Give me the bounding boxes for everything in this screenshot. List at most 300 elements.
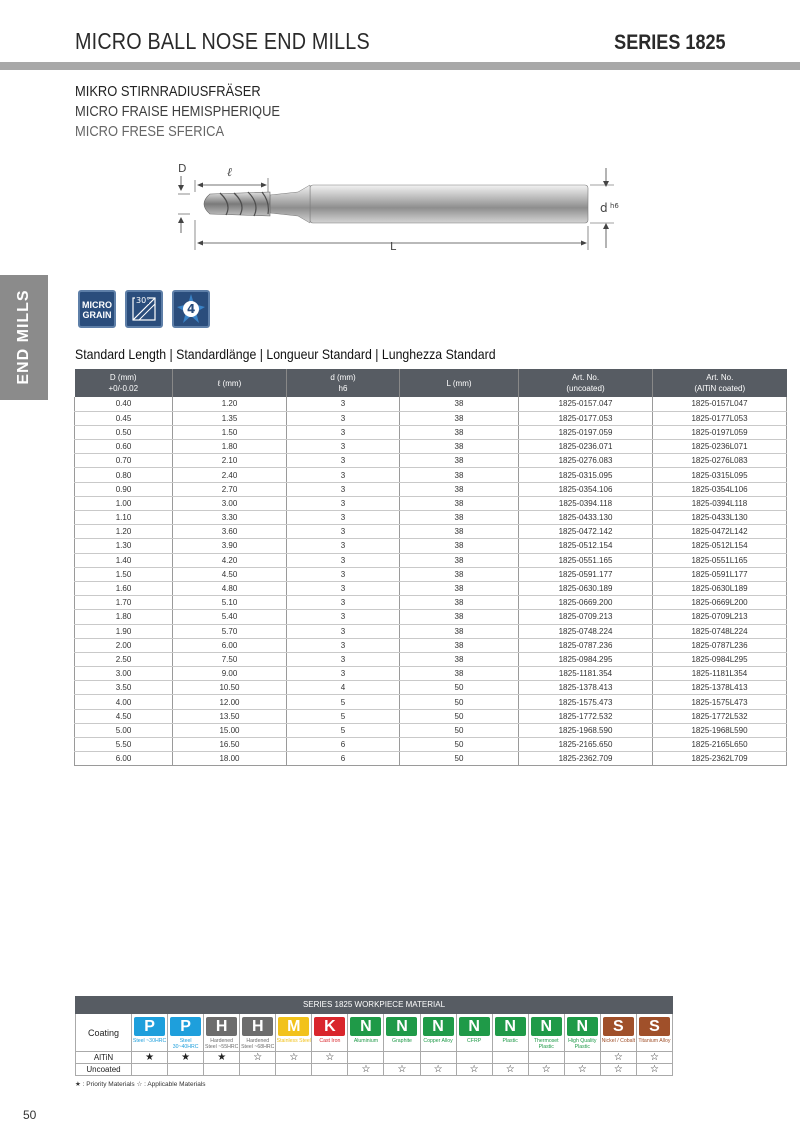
material-name: Graphite <box>392 1038 412 1044</box>
table-row <box>75 496 787 510</box>
subtitles <box>75 82 280 142</box>
material-badge <box>312 1014 347 1052</box>
table-row <box>75 454 787 468</box>
table-row <box>75 610 787 624</box>
table-cell: 3 <box>287 539 400 553</box>
table-cell: 7.50 <box>173 652 287 666</box>
uncoated-rating <box>168 1064 203 1076</box>
table-cell: 5 <box>287 695 400 709</box>
table-cell: 0.40 <box>75 397 173 411</box>
table-cell: 0.45 <box>75 411 173 425</box>
table-cell: 1.20 <box>75 525 173 539</box>
material-column <box>529 1014 565 1076</box>
table-cell: 1825-0984.295 <box>519 652 653 666</box>
altin-rating <box>529 1052 564 1064</box>
table-cell: 38 <box>400 411 519 425</box>
uncoated-rating <box>312 1064 347 1076</box>
table-heading: Standard Length | Standardlänge | Longueur Standard | Lunghezza Standard <box>75 346 496 362</box>
table-cell: 1825-0709.213 <box>519 610 653 624</box>
material-column <box>240 1014 276 1076</box>
table-cell: 4 <box>287 681 400 695</box>
table-cell: 10.50 <box>173 681 287 695</box>
subtitle-french: MICRO FRAISE HEMISPHERIQUE <box>75 103 280 120</box>
table-cell: 1825-0472.142 <box>519 525 653 539</box>
table-row <box>75 525 787 539</box>
material-column <box>384 1014 420 1076</box>
uncoated-rating <box>276 1064 311 1076</box>
table-cell: 1825-0984L295 <box>653 652 787 666</box>
table-cell: 1825-0315L095 <box>653 468 787 482</box>
material-badge <box>204 1014 239 1052</box>
material-column <box>276 1014 312 1076</box>
table-cell: 5.40 <box>173 610 287 624</box>
material-badge <box>276 1014 311 1052</box>
material-column <box>457 1014 493 1076</box>
table-cell: 38 <box>400 440 519 454</box>
table-cell: 1825-0669L200 <box>653 596 787 610</box>
table-row <box>75 425 787 439</box>
table-cell: 1.20 <box>173 397 287 411</box>
material-name: Hardened Steel ~68HRC <box>241 1038 275 1050</box>
table-cell: 3 <box>287 468 400 482</box>
material-name: Nickel / Cobalt <box>601 1038 636 1044</box>
table-row <box>75 511 787 525</box>
dim-D-label: D <box>178 162 187 175</box>
dimensions-table <box>74 369 787 766</box>
material-badge <box>457 1014 492 1052</box>
series-label: SERIES 1825 <box>614 31 726 54</box>
table-row <box>75 738 787 752</box>
table-cell: 0.90 <box>75 482 173 496</box>
table-cell: 5.50 <box>75 738 173 752</box>
material-badge <box>565 1014 600 1052</box>
table-cell: 38 <box>400 539 519 553</box>
table-cell: 1825-1181.354 <box>519 667 653 681</box>
uncoated-rating: ☆ <box>565 1064 600 1076</box>
table-cell: 15.00 <box>173 723 287 737</box>
uncoated-rating: ☆ <box>637 1064 672 1076</box>
table-cell: 1.30 <box>75 539 173 553</box>
altin-rating: ☆ <box>601 1052 636 1064</box>
table-row <box>75 723 787 737</box>
table-cell: 1.10 <box>75 511 173 525</box>
workpiece-title: SERIES 1825 WORKPIECE MATERIAL <box>75 996 673 1014</box>
table-cell: 5 <box>287 723 400 737</box>
uncoated-rating <box>240 1064 275 1076</box>
table-cell: 3 <box>287 525 400 539</box>
material-name: High Quality Plastic <box>568 1038 597 1050</box>
altin-rating <box>493 1052 528 1064</box>
table-cell: 1.70 <box>75 596 173 610</box>
table-cell: 3.50 <box>75 681 173 695</box>
table-cell: 3 <box>287 624 400 638</box>
material-badge <box>529 1014 564 1052</box>
table-cell: 1.80 <box>173 440 287 454</box>
table-cell: 1825-0276.083 <box>519 454 653 468</box>
table-cell: 1.50 <box>75 567 173 581</box>
uncoated-rating: ☆ <box>601 1064 636 1076</box>
altin-rating <box>348 1052 383 1064</box>
uncoated-rating: ☆ <box>421 1064 456 1076</box>
table-cell: 38 <box>400 511 519 525</box>
table-cell: 1825-0551.165 <box>519 553 653 567</box>
material-letter: N <box>495 1017 526 1036</box>
altin-rating <box>457 1052 492 1064</box>
table-cell: 38 <box>400 482 519 496</box>
table-cell: 0.50 <box>75 425 173 439</box>
altin-rating: ☆ <box>276 1052 311 1064</box>
dim-l-label: ℓ <box>227 165 232 179</box>
table-cell: 6 <box>287 752 400 766</box>
material-name: Aluminium <box>353 1038 379 1044</box>
table-cell: 3 <box>287 652 400 666</box>
table-row <box>75 624 787 638</box>
table-cell: 4.50 <box>173 567 287 581</box>
table-cell: 18.00 <box>173 752 287 766</box>
table-cell: 1825-0669.200 <box>519 596 653 610</box>
material-letter: P <box>134 1017 165 1036</box>
table-cell: 1825-2362L709 <box>653 752 787 766</box>
table-cell: 38 <box>400 624 519 638</box>
table-cell: 2.00 <box>75 638 173 652</box>
material-letter: N <box>423 1017 454 1036</box>
table-cell: 1825-0748L224 <box>653 624 787 638</box>
table-cell: 1825-1181L354 <box>653 667 787 681</box>
table-cell: 1.50 <box>173 425 287 439</box>
material-badge <box>132 1014 167 1052</box>
material-column <box>168 1014 204 1076</box>
table-cell: 2.70 <box>173 482 287 496</box>
col-header-L: L (mm) <box>400 369 519 397</box>
table-cell: 50 <box>400 723 519 737</box>
table-row <box>75 440 787 454</box>
dim-d-label: d <box>600 201 608 215</box>
material-column <box>421 1014 457 1076</box>
table-row <box>75 667 787 681</box>
material-badge <box>384 1014 419 1052</box>
uncoated-rating: ☆ <box>529 1064 564 1076</box>
table-cell: 1825-0433.130 <box>519 511 653 525</box>
subtitle-german: MIKRO STIRNRADIUSFRÄSER <box>75 83 261 100</box>
table-cell: 1825-0236L071 <box>653 440 787 454</box>
table-cell: 1825-0512L154 <box>653 539 787 553</box>
table-cell: 4.20 <box>173 553 287 567</box>
table-cell: 1825-0787L236 <box>653 638 787 652</box>
uncoated-rating <box>132 1064 167 1076</box>
table-cell: 1825-0394.118 <box>519 496 653 510</box>
table-cell: 2.40 <box>173 468 287 482</box>
table-cell: 3 <box>287 397 400 411</box>
table-cell: 0.80 <box>75 468 173 482</box>
table-row <box>75 681 787 695</box>
table-cell: 1825-0394L118 <box>653 496 787 510</box>
table-cell: 1825-0197L059 <box>653 425 787 439</box>
table-cell: 1825-1575L473 <box>653 695 787 709</box>
table-cell: 1825-0709L213 <box>653 610 787 624</box>
side-tab <box>0 275 48 400</box>
table-cell: 3 <box>287 496 400 510</box>
altin-rating: ☆ <box>240 1052 275 1064</box>
table-cell: 1825-1772L532 <box>653 709 787 723</box>
workpiece-row-labels <box>76 1014 132 1076</box>
material-name: Titanium Alloy <box>638 1038 671 1044</box>
table-cell: 3 <box>287 567 400 581</box>
material-letter: N <box>350 1017 381 1036</box>
table-cell: 38 <box>400 468 519 482</box>
material-column <box>493 1014 529 1076</box>
altin-label: AlTiN <box>76 1052 131 1064</box>
material-badge <box>421 1014 456 1052</box>
table-row <box>75 539 787 553</box>
table-cell: 1.35 <box>173 411 287 425</box>
dim-L-label: L <box>390 240 397 253</box>
material-letter: S <box>639 1017 670 1036</box>
table-cell: 12.00 <box>173 695 287 709</box>
table-cell: 1825-0551L165 <box>653 553 787 567</box>
material-column <box>637 1014 673 1076</box>
table-cell: 3.90 <box>173 539 287 553</box>
table-cell: 1825-0354L106 <box>653 482 787 496</box>
uncoated-rating <box>204 1064 239 1076</box>
helix-angle-label: 30° <box>136 296 151 305</box>
col-header-art-coated: Art. No. (AlTiN coated) <box>653 369 787 397</box>
table-cell: 5.00 <box>75 723 173 737</box>
table-cell: 9.00 <box>173 667 287 681</box>
page-number: 50 <box>23 1108 37 1122</box>
table-cell: 38 <box>400 581 519 595</box>
table-cell: 1.80 <box>75 610 173 624</box>
material-name: Copper Alloy <box>423 1038 453 1044</box>
table-row <box>75 567 787 581</box>
material-letter: P <box>170 1017 201 1036</box>
table-cell: 0.70 <box>75 454 173 468</box>
table-cell: 38 <box>400 596 519 610</box>
table-cell: 2.10 <box>173 454 287 468</box>
header-divider <box>0 62 800 70</box>
table-cell: 50 <box>400 681 519 695</box>
table-cell: 1825-1378.413 <box>519 681 653 695</box>
material-badge <box>240 1014 275 1052</box>
table-cell: 1825-0433L130 <box>653 511 787 525</box>
table-row <box>75 553 787 567</box>
uncoated-rating: ☆ <box>457 1064 492 1076</box>
table-cell: 50 <box>400 738 519 752</box>
table-cell: 38 <box>400 667 519 681</box>
table-cell: 3 <box>287 454 400 468</box>
table-row <box>75 596 787 610</box>
material-letter: N <box>459 1017 490 1036</box>
table-cell: 50 <box>400 695 519 709</box>
table-cell: 5.10 <box>173 596 287 610</box>
material-letter: S <box>603 1017 634 1036</box>
table-cell: 38 <box>400 553 519 567</box>
side-tab-label: END MILLS <box>15 289 32 385</box>
table-cell: 1825-0177L053 <box>653 411 787 425</box>
table-row <box>75 695 787 709</box>
table-header-row <box>75 369 787 397</box>
table-cell: 1825-0177.053 <box>519 411 653 425</box>
material-badge <box>493 1014 528 1052</box>
col-header-d: d (mm) h6 <box>287 369 400 397</box>
flutes-count: 4 <box>187 302 196 316</box>
table-cell: 1.90 <box>75 624 173 638</box>
table-cell: 1.00 <box>75 496 173 510</box>
table-row <box>75 468 787 482</box>
table-cell: 1825-0197.059 <box>519 425 653 439</box>
material-name: Steel ~30HRC <box>132 1038 167 1044</box>
table-cell: 0.60 <box>75 440 173 454</box>
table-cell: 1825-2165.650 <box>519 738 653 752</box>
table-cell: 38 <box>400 496 519 510</box>
table-cell: 16.50 <box>173 738 287 752</box>
micro-grain-line1: MICRO <box>82 300 112 310</box>
table-cell: 3 <box>287 511 400 525</box>
end-mill-drawing <box>170 158 630 253</box>
table-cell: 1825-0276L083 <box>653 454 787 468</box>
table-cell: 1825-0236.071 <box>519 440 653 454</box>
table-row <box>75 652 787 666</box>
table-cell: 6 <box>287 738 400 752</box>
table-cell: 50 <box>400 709 519 723</box>
micro-grain-line2: GRAIN <box>82 310 112 320</box>
table-cell: 1825-1575.473 <box>519 695 653 709</box>
material-name: Cast Iron <box>319 1038 341 1044</box>
table-cell: 3 <box>287 425 400 439</box>
table-cell: 38 <box>400 397 519 411</box>
coating-label: Coating <box>76 1014 131 1052</box>
material-column <box>565 1014 601 1076</box>
micro-grain-icon <box>78 290 116 328</box>
helix-angle-icon <box>125 290 163 328</box>
material-letter: K <box>314 1017 345 1036</box>
table-body <box>75 397 787 766</box>
material-name: Plastic <box>502 1038 518 1044</box>
altin-rating: ★ <box>204 1052 239 1064</box>
altin-rating: ☆ <box>312 1052 347 1064</box>
material-badge <box>601 1014 636 1052</box>
uncoated-rating: ☆ <box>384 1064 419 1076</box>
table-row <box>75 482 787 496</box>
table-cell: 3 <box>287 596 400 610</box>
table-cell: 1825-1772.532 <box>519 709 653 723</box>
material-badge <box>168 1014 203 1052</box>
table-cell: 38 <box>400 638 519 652</box>
table-row <box>75 411 787 425</box>
table-cell: 3.00 <box>75 667 173 681</box>
material-column <box>348 1014 384 1076</box>
material-name: Thermoset Plastic <box>533 1038 559 1050</box>
material-name: Stainless Steel <box>276 1038 311 1044</box>
table-row <box>75 581 787 595</box>
table-cell: 1825-0512.154 <box>519 539 653 553</box>
table-cell: 13.50 <box>173 709 287 723</box>
altin-rating <box>421 1052 456 1064</box>
subtitle-italian: MICRO FRESE SFERICA <box>75 123 225 140</box>
table-cell: 1825-0787.236 <box>519 638 653 652</box>
material-column <box>204 1014 240 1076</box>
col-header-art-uncoated: Art. No. (uncoated) <box>519 369 653 397</box>
table-cell: 5 <box>287 709 400 723</box>
material-column <box>601 1014 637 1076</box>
material-letter: H <box>242 1017 273 1036</box>
rating-legend: ★ : Priority Materials ☆ : Applicable Materials <box>75 1081 206 1088</box>
table-row <box>75 752 787 766</box>
altin-rating: ★ <box>168 1052 203 1064</box>
workpiece-material-table <box>75 996 673 1076</box>
material-letter: M <box>278 1017 309 1036</box>
table-cell: 1825-0630.189 <box>519 581 653 595</box>
table-row <box>75 638 787 652</box>
table-cell: 38 <box>400 652 519 666</box>
uncoated-rating: ☆ <box>348 1064 383 1076</box>
table-cell: 2.50 <box>75 652 173 666</box>
material-letter: N <box>567 1017 598 1036</box>
material-name: Hardened Steel ~55HRC <box>205 1038 239 1050</box>
material-badge <box>637 1014 672 1052</box>
material-letter: N <box>386 1017 417 1036</box>
table-cell: 4.80 <box>173 581 287 595</box>
table-cell: 1.40 <box>75 553 173 567</box>
col-header-D: D (mm) +0/-0.02 <box>75 369 173 397</box>
table-cell: 3.60 <box>173 525 287 539</box>
table-cell: 50 <box>400 752 519 766</box>
altin-rating <box>565 1052 600 1064</box>
material-column <box>132 1014 168 1076</box>
table-cell: 3 <box>287 610 400 624</box>
table-cell: 3.00 <box>173 496 287 510</box>
table-cell: 1825-2165L650 <box>653 738 787 752</box>
table-cell: 1825-1378L413 <box>653 681 787 695</box>
table-cell: 3.30 <box>173 511 287 525</box>
table-cell: 1825-1968L590 <box>653 723 787 737</box>
table-cell: 3 <box>287 411 400 425</box>
table-cell: 1825-0157L047 <box>653 397 787 411</box>
material-column <box>312 1014 348 1076</box>
altin-rating: ★ <box>132 1052 167 1064</box>
workpiece-grid <box>75 1014 673 1076</box>
material-letter: N <box>531 1017 562 1036</box>
material-name: CFRP <box>467 1038 482 1044</box>
table-cell: 4.00 <box>75 695 173 709</box>
table-cell: 1825-0354.106 <box>519 482 653 496</box>
table-cell: 1.60 <box>75 581 173 595</box>
table-cell: 3 <box>287 638 400 652</box>
table-cell: 38 <box>400 610 519 624</box>
four-flutes-icon <box>172 290 210 328</box>
table-cell: 1825-0591.177 <box>519 567 653 581</box>
dim-h6-label: h6 <box>610 202 619 210</box>
table-cell: 3 <box>287 440 400 454</box>
table-cell: 38 <box>400 454 519 468</box>
table-row <box>75 709 787 723</box>
col-header-l: ℓ (mm) <box>173 369 287 397</box>
table-cell: 5.70 <box>173 624 287 638</box>
table-cell: 1825-1968.590 <box>519 723 653 737</box>
altin-rating <box>384 1052 419 1064</box>
table-cell: 38 <box>400 425 519 439</box>
table-row <box>75 397 787 411</box>
table-cell: 6.00 <box>173 638 287 652</box>
table-cell: 3 <box>287 553 400 567</box>
uncoated-rating: ☆ <box>493 1064 528 1076</box>
uncoated-label: Uncoated <box>76 1064 131 1076</box>
material-letter: H <box>206 1017 237 1036</box>
material-name: Steel 30~40HRC <box>172 1038 199 1050</box>
table-cell: 38 <box>400 525 519 539</box>
table-cell: 1825-0591L177 <box>653 567 787 581</box>
table-cell: 1825-0157.047 <box>519 397 653 411</box>
table-cell: 6.00 <box>75 752 173 766</box>
